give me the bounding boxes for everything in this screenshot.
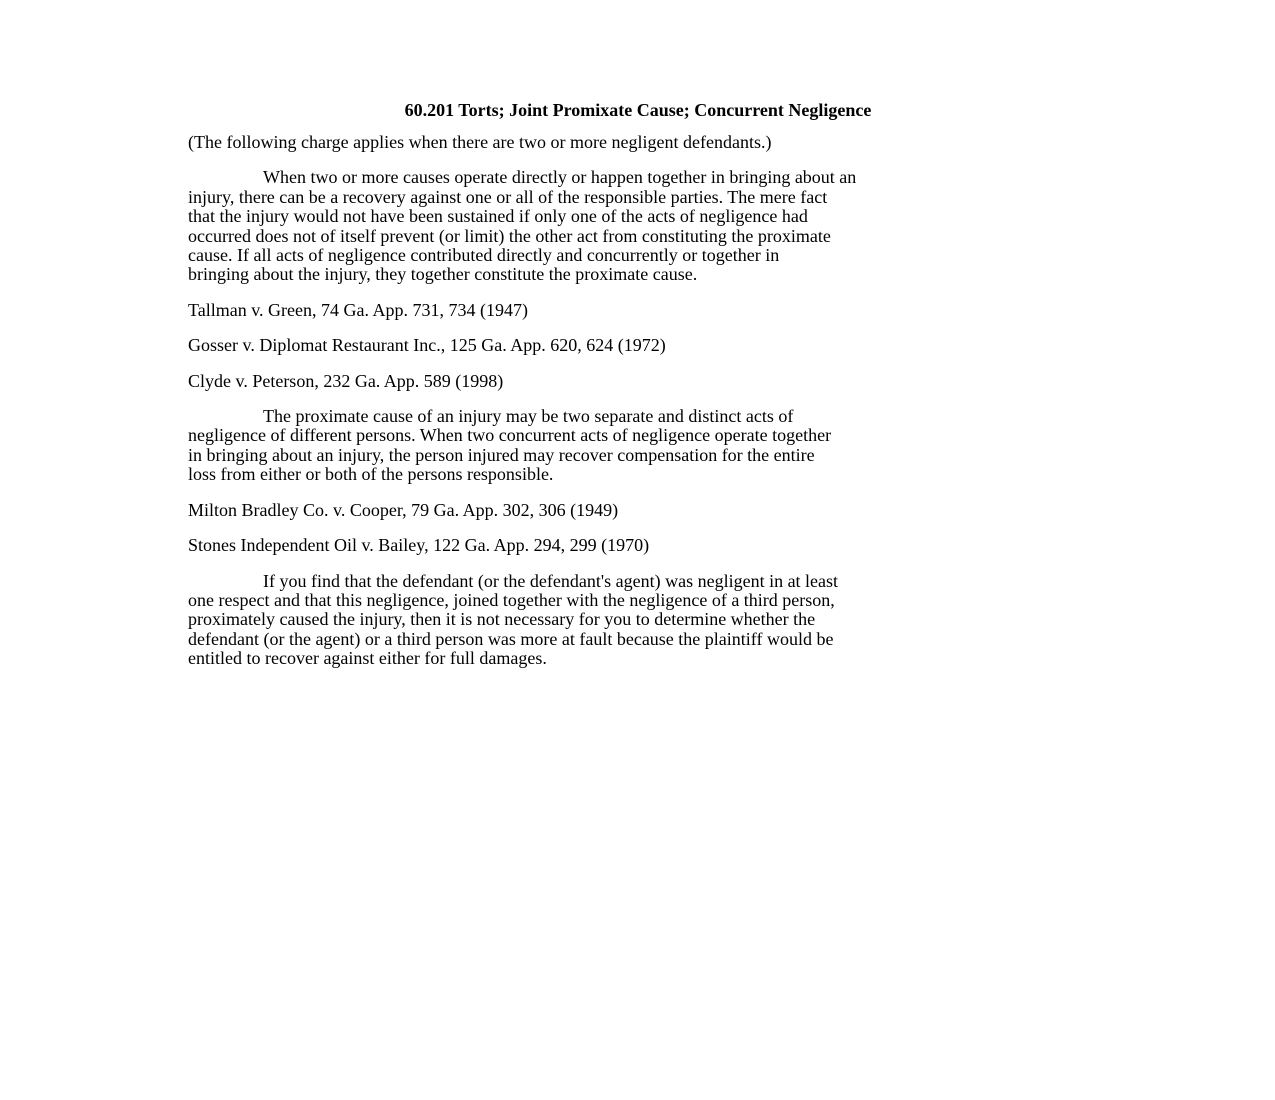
citation: Stones Independent Oil v. Bailey, 122 Ga. App. 294, 299 (1970) — [188, 535, 650, 556]
paragraph-line: injury, there can be a recovery against one or all of the responsible parties. The mere fact — [188, 186, 828, 207]
citation: Tallman v. Green, 74 Ga. App. 731, 734 (1947) — [188, 299, 529, 320]
paragraph-line: one respect and that this negligence, joined together with the negligence of a third person, — [188, 589, 835, 610]
paragraph-line: loss from either or both of the persons responsible. — [188, 464, 554, 485]
citation: Milton Bradley Co. v. Cooper, 79 Ga. App. 302, 306 (1949) — [188, 499, 619, 520]
paragraph-line: bringing about the injury, they together constitute the proximate cause. — [188, 264, 698, 285]
paragraph-line: proximately caused the injury, then it is not necessary for you to determine whether the — [188, 609, 816, 630]
document-page — [188, 99, 1088, 685]
paragraph-line: occurred does not of itself prevent (or limit) the other act from constituting the proximate — [188, 225, 831, 246]
paragraph-line: that the injury would not have been sustained if only one of the acts of negligence had — [188, 206, 808, 227]
paragraph-line: If you find that the defendant (or the defendant's agent) was negligent in at least — [263, 570, 839, 591]
paragraph-line: cause. If all acts of negligence contributed directly and concurrently or together in — [188, 245, 780, 266]
document-title: 60.201 Torts; Joint Promixate Cause; Concurrent Negligence — [404, 100, 872, 120]
paragraph-line: negligence of different persons. When two concurrent acts of negligence operate together — [188, 425, 832, 446]
paragraph-line: When two or more causes operate directly or happen together in bringing about an — [263, 167, 857, 188]
charge-note: (The following charge applies when there are two or more negligent defendants.) — [188, 132, 772, 152]
citation: Gosser v. Diplomat Restaurant Inc., 125 Ga. App. 620, 624 (1972) — [188, 335, 666, 356]
paragraph-line: The proximate cause of an injury may be two separate and distinct acts of — [263, 406, 794, 427]
paragraph-distinct-acts — [188, 407, 1088, 485]
citation: Clyde v. Peterson, 232 Ga. App. 589 (1998) — [188, 370, 504, 391]
paragraph-line: in bringing about an injury, the person injured may recover compensation for the entire — [188, 444, 815, 465]
paragraph-line: defendant (or the agent) or a third person was more at fault because the plaintiff would be — [188, 628, 834, 649]
paragraph-line: entitled to recover against either for full damages. — [188, 648, 547, 669]
paragraph-concurrent-causes — [188, 168, 1088, 284]
paragraph-third-person — [188, 572, 1088, 669]
